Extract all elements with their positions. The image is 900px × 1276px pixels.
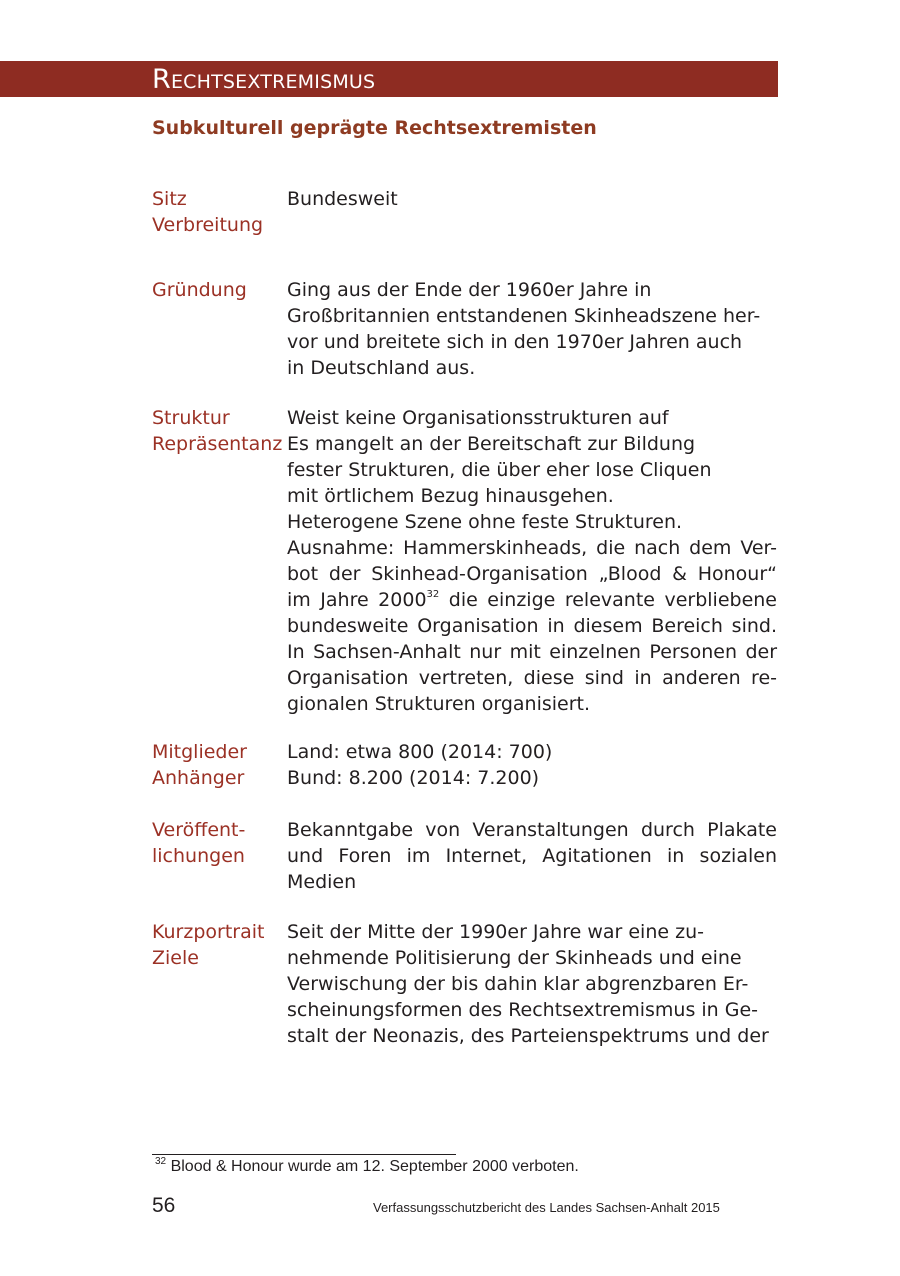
value-text: die einzige relevante verbliebene bbox=[439, 589, 777, 611]
value-line: und Foren im Internet, Agitationen in sozialen bbox=[287, 845, 777, 867]
value-line: Land: etwa 800 (2014: 700) bbox=[287, 741, 553, 763]
value-line: Organisation vertreten, diese sind in anderen re- bbox=[287, 667, 777, 689]
footnote-text: Blood & Honour wurde am 12. September 2000 verboten. bbox=[166, 1158, 579, 1175]
value-line: Seit der Mitte der 1990er Jahre war eine zu- bbox=[287, 921, 704, 943]
field-value bbox=[287, 919, 777, 1049]
footnote-divider bbox=[152, 1154, 456, 1155]
label-line: Verbreitung bbox=[152, 214, 264, 236]
value-line: stalt der Neonazis, des Parteienspektrums und der bbox=[287, 1025, 769, 1047]
value-line: Ausnahme: Hammerskinheads, die nach dem Ver- bbox=[287, 537, 777, 559]
footer-publication-title: Verfassungsschutzbericht des Landes Sachsen-Anhalt 2015 bbox=[373, 1200, 720, 1215]
field-label bbox=[152, 186, 288, 238]
field-label bbox=[152, 405, 288, 457]
chapter-banner bbox=[0, 61, 778, 97]
field-value bbox=[287, 817, 777, 895]
value-line: fester Strukturen, die über eher lose Cliquen bbox=[287, 459, 712, 481]
label-line: Gründung bbox=[152, 279, 247, 301]
value-text: im Jahre 2000 bbox=[287, 589, 427, 611]
value-line: bundesweite Organisation in diesem Bereich sind. bbox=[287, 615, 777, 637]
field-label bbox=[152, 739, 288, 791]
field-value bbox=[287, 405, 777, 717]
label-line: Sitz bbox=[152, 188, 187, 210]
value-line: Bundesweit bbox=[287, 188, 398, 210]
label-line: Repräsentanz bbox=[152, 433, 283, 455]
footnote bbox=[155, 1155, 579, 1176]
footnote-reference: 32 bbox=[426, 588, 440, 600]
value-line: bot der Skinhead-Organisation „Blood & Honour“ bbox=[287, 563, 777, 585]
footnote-number: 32 bbox=[155, 1155, 167, 1167]
value-line: Bekanntgabe von Veranstaltungen durch Plakate bbox=[287, 819, 777, 841]
value-line: Es mangelt an der Bereitschaft zur Bildung bbox=[287, 433, 696, 455]
value-line: Bund: 8.200 (2014: 7.200) bbox=[287, 767, 540, 789]
label-line: Mitglieder bbox=[152, 741, 247, 763]
value-line: Heterogene Szene ohne feste Strukturen. bbox=[287, 511, 683, 533]
value-line-with-footnote bbox=[287, 587, 777, 613]
value-line: Großbritannien entstandenen Skinheadszene her- bbox=[287, 305, 761, 327]
label-line: Ziele bbox=[152, 947, 199, 969]
value-line: Ging aus der Ende der 1960er Jahre in bbox=[287, 279, 652, 301]
value-line: nehmende Politisierung der Skinheads und eine bbox=[287, 947, 742, 969]
label-line: Veröffent- bbox=[152, 819, 246, 841]
value-line: mit örtlichem Bezug hinausgehen. bbox=[287, 485, 614, 507]
page-number: 56 bbox=[152, 1194, 176, 1217]
field-label bbox=[152, 277, 288, 303]
label-line: lichungen bbox=[152, 845, 245, 867]
field-value bbox=[287, 277, 777, 381]
field-value bbox=[287, 186, 777, 212]
label-line: Kurzportrait bbox=[152, 921, 265, 943]
label-line: Anhänger bbox=[152, 767, 245, 789]
value-line: In Sachsen-Anhalt nur mit einzelnen Personen der bbox=[287, 641, 777, 663]
field-label bbox=[152, 817, 288, 869]
value-line: Verwischung der bis dahin klar abgrenzbaren Er- bbox=[287, 973, 749, 995]
field-value bbox=[287, 739, 777, 791]
value-line: in Deutschland aus. bbox=[287, 357, 476, 379]
field-label bbox=[152, 919, 288, 971]
value-line: scheinungsformen des Rechtsextremismus in Ge- bbox=[287, 999, 759, 1021]
value-line: Medien bbox=[287, 871, 357, 893]
label-line: Struktur bbox=[152, 407, 230, 429]
value-line: Weist keine Organisationsstrukturen auf bbox=[287, 407, 669, 429]
value-line: vor und breitete sich in den 1970er Jahren auch bbox=[287, 331, 743, 353]
section-subtitle: Subkulturell geprägte Rechtsextremisten bbox=[152, 117, 597, 139]
chapter-title: Rechtsextremismus bbox=[152, 64, 376, 95]
value-line: gionalen Strukturen organisiert. bbox=[287, 693, 591, 715]
